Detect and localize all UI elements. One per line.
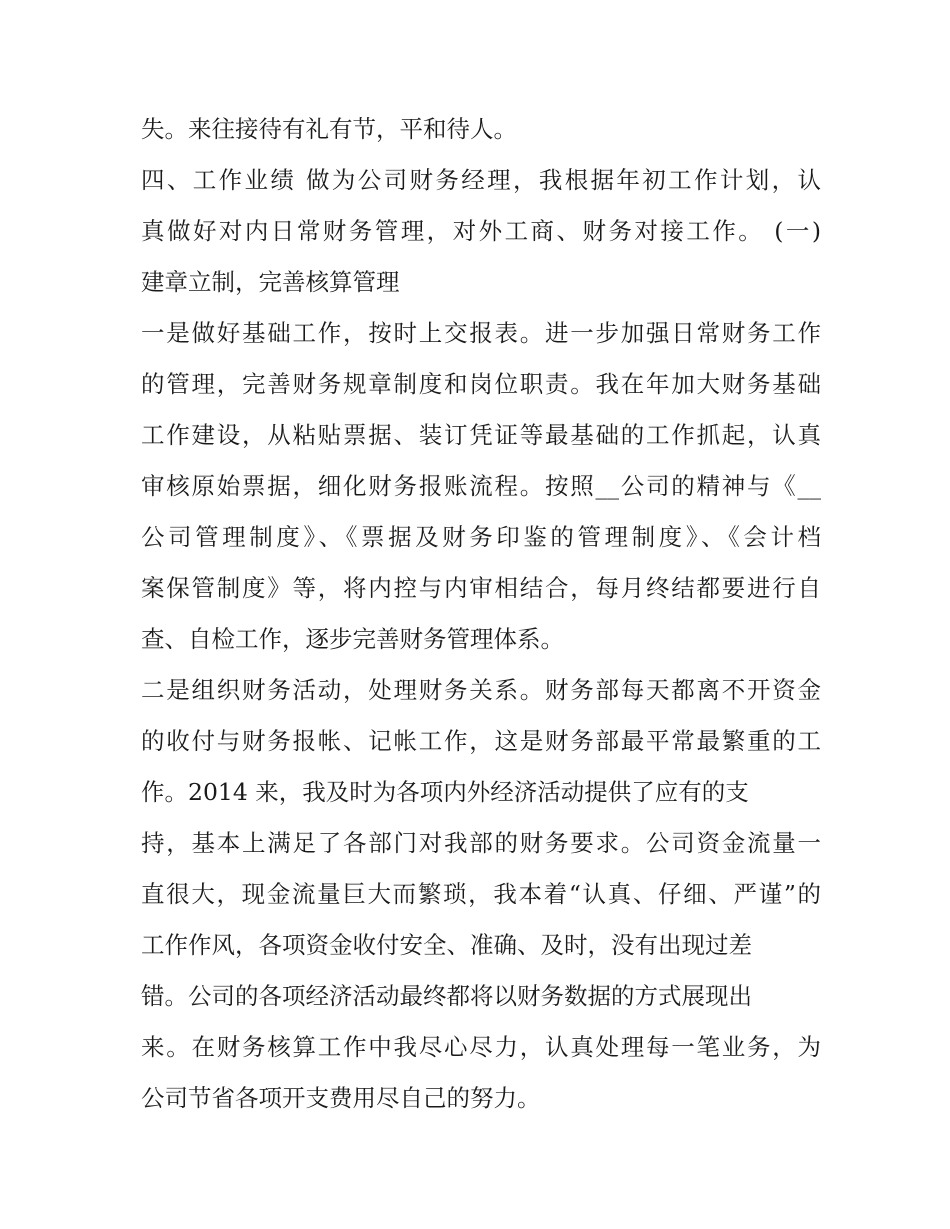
text-line: 查、自检工作，逐步完善财务管理体系。	[141, 625, 564, 653]
text-line: 直很大，现金流量巨大而繁琐，我本着“认真、仔细、严谨”的	[141, 880, 821, 908]
text-line: 作。2014 来，我及时为各项内外经济活动提供了应有的支	[141, 778, 749, 806]
text-line: 工作作风，各项资金收付安全、准确、及时，没有出现过差	[141, 931, 752, 959]
text-line: 的管理，完善财务规章制度和岗位职责。我在年加大财务基础	[141, 370, 821, 398]
text-line: 错。公司的各项经济活动最终都将以财务数据的方式展现出	[141, 982, 752, 1010]
text-line: 的收付与财务报帐、记帐工作，这是财务部最平常最繁重的工	[141, 727, 821, 755]
text-line: 建章立制，完善核算管理	[141, 268, 400, 296]
text-line: 案保管制度》等，将内控与内审相结合，每月终结都要进行自	[141, 574, 821, 602]
document-body	[141, 104, 821, 1124]
text-line: 持，基本上满足了各部门对我部的财务要求。公司资金流量一	[141, 829, 821, 857]
text-line: 一是做好基础工作，按时上交报表。进一步加强日常财务工作	[141, 319, 821, 347]
text-line: 来。在财务核算工作中我尽心尽力，认真处理每一笔业务，为	[141, 1033, 821, 1061]
text-line: 四、工作业绩 做为公司财务经理，我根据年初工作计划，认	[141, 166, 821, 194]
text-line: 审核原始票据，细化财务报账流程。按照__公司的精神与《__	[141, 472, 821, 500]
text-line: 工作建设，从粘贴票据、装订凭证等最基础的工作抓起，认真	[141, 421, 821, 449]
text-line: 失。来往接待有礼有节，平和待人。	[141, 115, 517, 143]
text-line: 真做好对内日常财务管理，对外工商、财务对接工作。 (一)	[141, 217, 821, 245]
text-line: 二是组织财务活动，处理财务关系。财务部每天都离不开资金	[141, 676, 821, 704]
text-line: 公司管理制度》、《票据及财务印鉴的管理制度》、《会计档	[141, 523, 821, 551]
text-line: 公司节省各项开支费用尽自己的努力。	[141, 1084, 541, 1112]
